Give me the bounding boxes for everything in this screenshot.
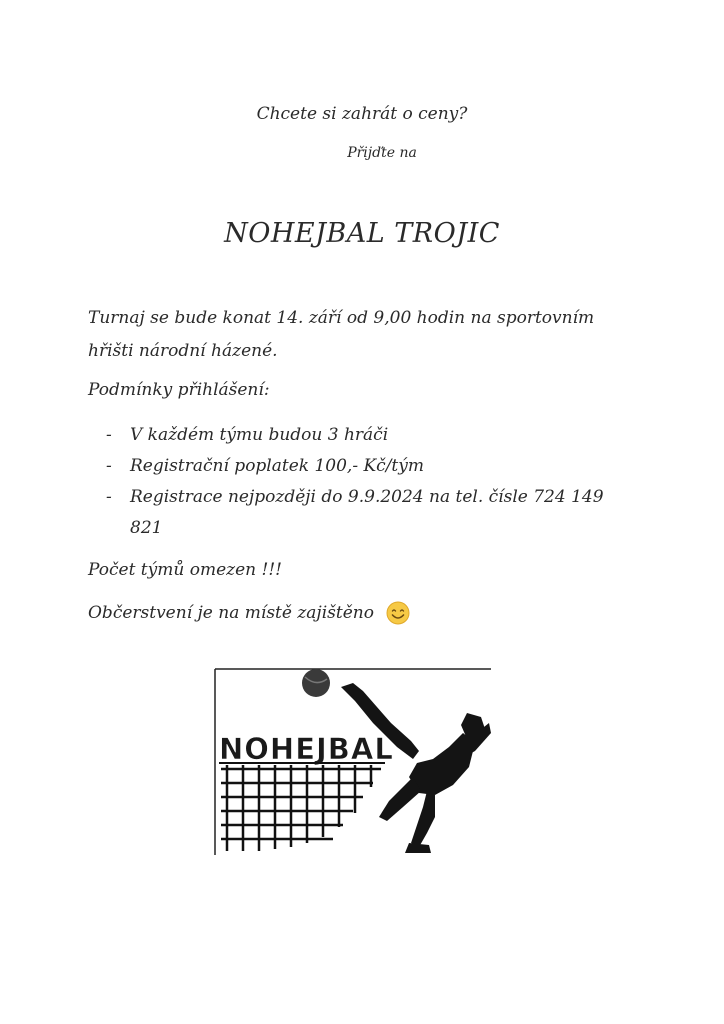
event-details: Turnaj se bude konat 14. září od 9,00 hodin na sportovním hřišti národní házené. — [88, 308, 595, 361]
list-item — [106, 420, 626, 451]
condition-players: V každém týmu budou 3 hráči — [130, 425, 389, 445]
refreshments-text: Občerstvení je na místě zajištěno — [88, 603, 374, 623]
conditions-heading: Podmínky přihlášení: — [88, 380, 270, 400]
net-grid — [221, 765, 381, 851]
list-item — [106, 482, 626, 544]
list-item — [106, 451, 626, 482]
condition-registration: Registrace nejpozději do 9.9.2024 na tel. čísle 724 149 821 — [130, 487, 604, 538]
nohejbal-logo — [213, 667, 493, 857]
bullet-dash: - — [106, 456, 112, 476]
event-title: NOHEJBAL TROJIC — [224, 218, 500, 249]
bullet-dash: - — [106, 425, 112, 445]
intro-question: Chcete si zahrát o ceny? — [256, 104, 468, 124]
refreshments-note — [88, 601, 410, 625]
condition-fee: Registrační poplatek 100,- Kč/tým — [130, 456, 424, 476]
team-limit-note: Počet týmů omezen !!! — [88, 560, 282, 580]
smiling-face-icon — [386, 601, 410, 625]
bullet-dash: - — [106, 487, 112, 507]
logo-wordmark: NOHEJBAL — [219, 732, 394, 766]
intro-invite: Přijďte na — [347, 145, 417, 161]
conditions-list — [106, 420, 626, 544]
